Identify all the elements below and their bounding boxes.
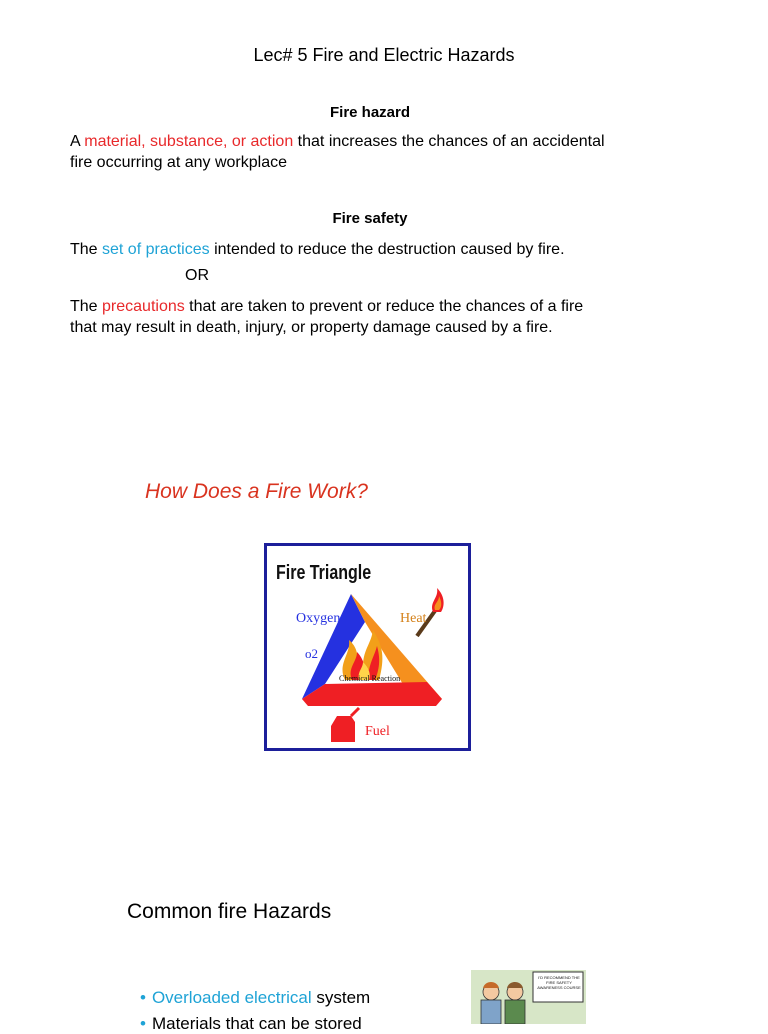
chemical-reaction-label: Chemical Reaction [339, 674, 401, 683]
definition-highlight: set of practices [102, 241, 210, 258]
definition-prefix: The [70, 298, 103, 315]
common-hazards-title: Common fire Hazards [127, 900, 332, 923]
document-title: Lec# 5 Fire and Electric Hazards [253, 45, 515, 65]
fire-safety-definition-1 [70, 239, 680, 260]
bullet-icon: • [140, 1014, 146, 1033]
fuel-label: Fuel [365, 724, 390, 739]
definition-text-line2: that may result in death, injury, or property damage caused by a fire. [70, 319, 553, 336]
fire-safety-heading: Fire safety [332, 210, 408, 227]
hazard-bullet [140, 988, 370, 1008]
speech-bubble-text: I'D RECOMMEND THE FIRE SAFETY AWARENESS COURSE [537, 975, 581, 990]
fuel-side-base [302, 699, 442, 706]
definition-highlight: material, substance, or action [84, 133, 294, 150]
hazard-text: Materials that can be stored [151, 1014, 362, 1033]
definition-text: intended to reduce the destruction caused by fire. [209, 241, 565, 258]
fire-triangle-title: Fire Triangle [276, 562, 372, 584]
definition-highlight: precautions [102, 298, 185, 315]
fire-triangle-figure [264, 543, 471, 751]
office-cartoon-image [471, 970, 586, 1024]
definition-prefix: A [70, 133, 85, 150]
fire-hazard-definition [70, 131, 680, 173]
oxygen-label: Oxygen [296, 611, 341, 626]
definition-prefix: The [70, 241, 103, 258]
definition-text: that are taken to prevent or reduce the chances of a fire [184, 298, 584, 315]
fuel-can-icon [331, 708, 359, 742]
heat-label: Heat [400, 611, 427, 626]
or-separator: OR [185, 267, 209, 284]
hazard-bullet-partial [140, 1014, 362, 1034]
definition-text: that increases the chances of an accidental [293, 133, 605, 150]
hazard-text: system [311, 988, 371, 1007]
definition-text-line2: fire occurring at any workplace [70, 154, 287, 171]
hazard-highlight: Overloaded electrical [151, 988, 312, 1007]
bullet-icon: • [140, 988, 146, 1007]
fire-safety-definition-2 [70, 296, 680, 338]
how-fire-works-title: How Does a Fire Work? [145, 480, 368, 503]
fire-hazard-heading: Fire hazard [329, 104, 411, 121]
o2-label: o2 [305, 646, 318, 661]
